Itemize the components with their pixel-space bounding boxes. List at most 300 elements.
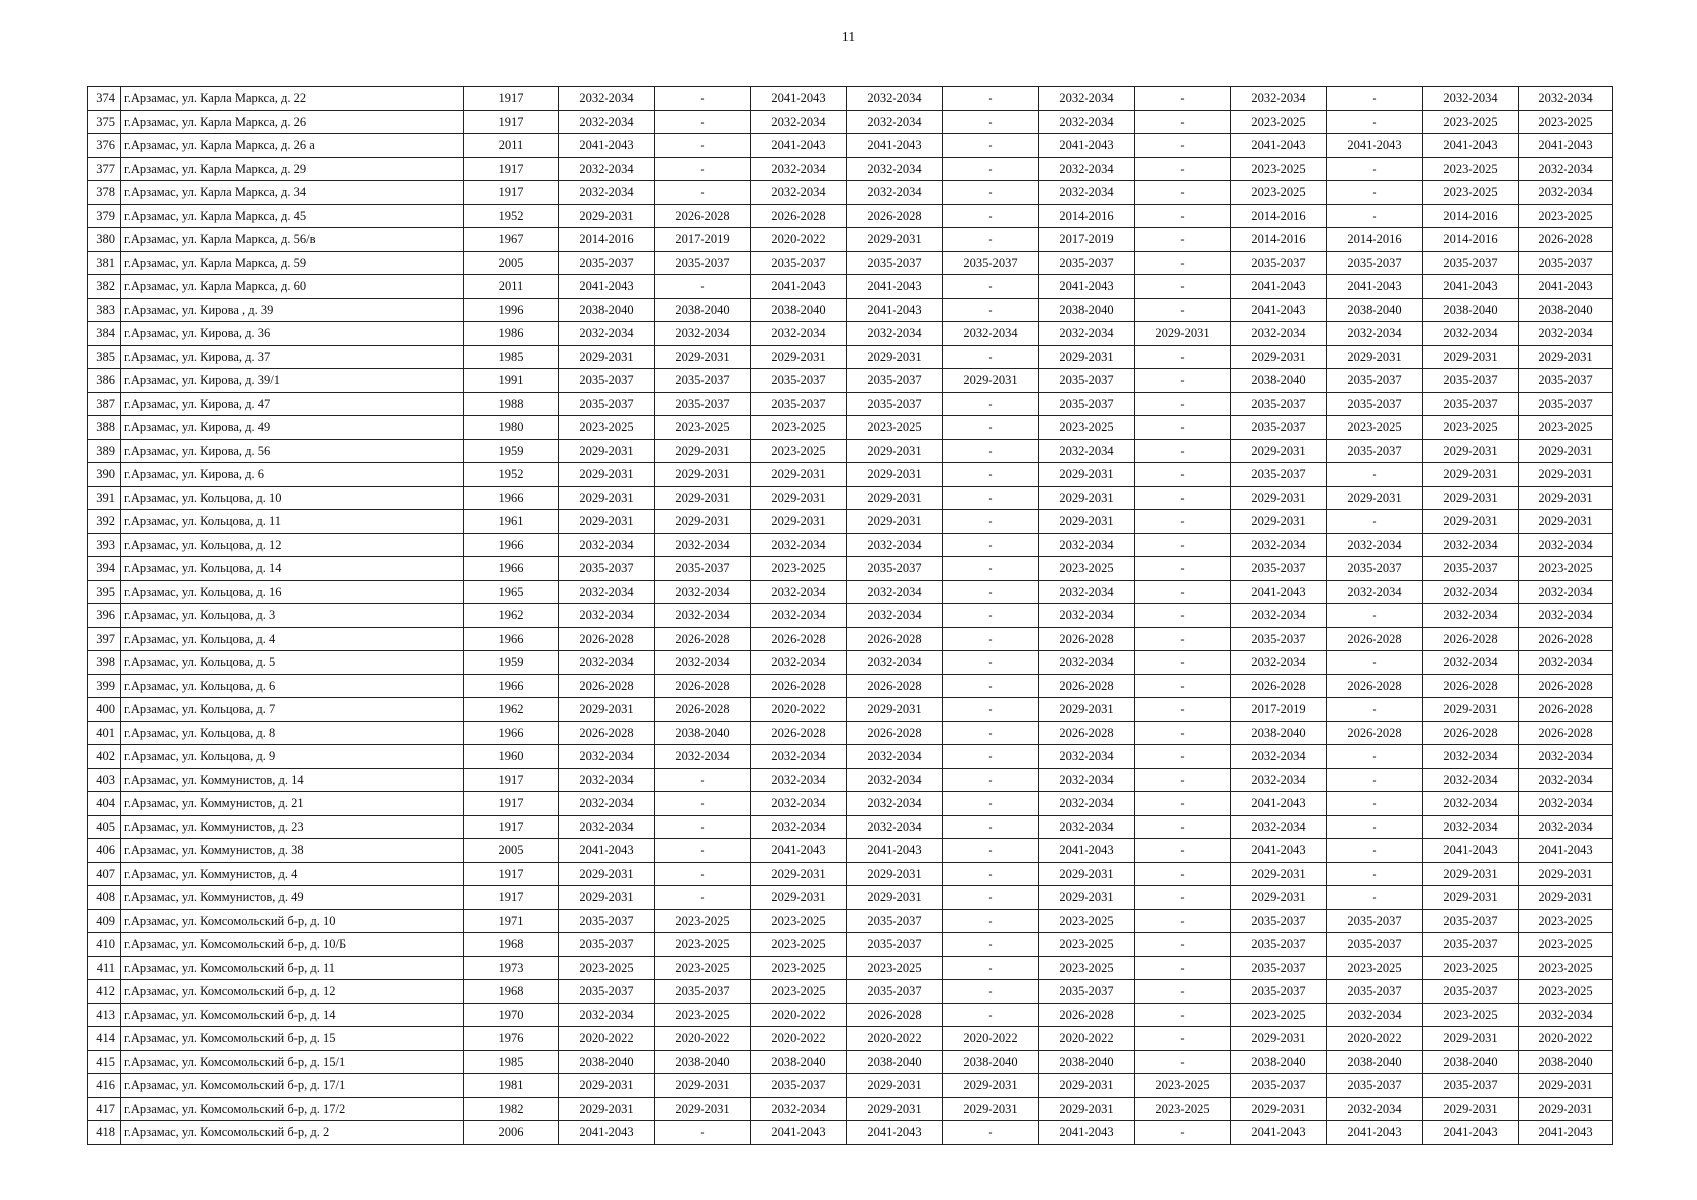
period-col-9-cell: 2032-2034 bbox=[1327, 533, 1423, 557]
period-col-9-cell: - bbox=[1327, 815, 1423, 839]
period-col-10-cell: 2029-2031 bbox=[1423, 1097, 1519, 1121]
period-col-8-cell: 2029-2031 bbox=[1231, 510, 1327, 534]
address-cell: г.Арзамас, ул. Коммунистов, д. 4 bbox=[121, 862, 464, 886]
period-col-8-cell: 2041-2043 bbox=[1231, 1121, 1327, 1145]
address-cell: г.Арзамас, ул. Карла Маркса, д. 26 а bbox=[121, 134, 464, 158]
period-col-10-cell: 2035-2037 bbox=[1423, 909, 1519, 933]
period-col-1-cell: 2023-2025 bbox=[559, 416, 655, 440]
row-number-cell: 383 bbox=[88, 298, 121, 322]
period-col-1-cell: 2032-2034 bbox=[559, 87, 655, 111]
table-row bbox=[88, 933, 1613, 957]
period-col-1-cell: 2032-2034 bbox=[559, 815, 655, 839]
period-col-4-cell: 2029-2031 bbox=[847, 1097, 943, 1121]
period-col-2-cell: 2020-2022 bbox=[655, 1027, 751, 1051]
year-built-cell: 1966 bbox=[464, 721, 559, 745]
year-built-cell: 1986 bbox=[464, 322, 559, 346]
period-col-11-cell: 2023-2025 bbox=[1519, 557, 1613, 581]
period-col-5-cell: - bbox=[943, 980, 1039, 1004]
row-number-cell: 408 bbox=[88, 886, 121, 910]
period-col-6-cell: 2029-2031 bbox=[1039, 486, 1135, 510]
period-col-10-cell: 2023-2025 bbox=[1423, 110, 1519, 134]
period-col-11-cell: 2023-2025 bbox=[1519, 956, 1613, 980]
period-col-2-cell: 2023-2025 bbox=[655, 416, 751, 440]
period-col-6-cell: 2029-2031 bbox=[1039, 886, 1135, 910]
period-col-4-cell: 2032-2034 bbox=[847, 604, 943, 628]
period-col-6-cell: 2041-2043 bbox=[1039, 134, 1135, 158]
period-col-8-cell: 2032-2034 bbox=[1231, 87, 1327, 111]
period-col-6-cell: 2029-2031 bbox=[1039, 862, 1135, 886]
year-built-cell: 2006 bbox=[464, 1121, 559, 1145]
period-col-7-cell: 2023-2025 bbox=[1135, 1097, 1231, 1121]
period-col-2-cell: 2032-2034 bbox=[655, 322, 751, 346]
period-col-10-cell: 2035-2037 bbox=[1423, 1074, 1519, 1098]
period-col-9-cell: - bbox=[1327, 110, 1423, 134]
row-number-cell: 400 bbox=[88, 698, 121, 722]
period-col-8-cell: 2041-2043 bbox=[1231, 134, 1327, 158]
row-number-cell: 398 bbox=[88, 651, 121, 675]
period-col-10-cell: 2038-2040 bbox=[1423, 298, 1519, 322]
period-col-10-cell: 2029-2031 bbox=[1423, 886, 1519, 910]
period-col-8-cell: 2035-2037 bbox=[1231, 956, 1327, 980]
period-col-9-cell: 2035-2037 bbox=[1327, 251, 1423, 275]
address-cell: г.Арзамас, ул. Кольцова, д. 3 bbox=[121, 604, 464, 628]
period-col-6-cell: 2029-2031 bbox=[1039, 698, 1135, 722]
table-row bbox=[88, 416, 1613, 440]
period-col-6-cell: 2032-2034 bbox=[1039, 110, 1135, 134]
period-col-1-cell: 2041-2043 bbox=[559, 1121, 655, 1145]
period-col-1-cell: 2035-2037 bbox=[559, 392, 655, 416]
period-col-11-cell: 2029-2031 bbox=[1519, 345, 1613, 369]
period-col-4-cell: 2032-2034 bbox=[847, 157, 943, 181]
year-built-cell: 1967 bbox=[464, 228, 559, 252]
period-col-9-cell: 2035-2037 bbox=[1327, 557, 1423, 581]
period-col-2-cell: 2023-2025 bbox=[655, 933, 751, 957]
period-col-7-cell: 2023-2025 bbox=[1135, 1074, 1231, 1098]
year-built-cell: 1960 bbox=[464, 745, 559, 769]
period-col-7-cell: - bbox=[1135, 533, 1231, 557]
period-col-11-cell: 2032-2034 bbox=[1519, 580, 1613, 604]
period-col-2-cell: 2032-2034 bbox=[655, 745, 751, 769]
year-built-cell: 1968 bbox=[464, 980, 559, 1004]
period-col-2-cell: 2026-2028 bbox=[655, 674, 751, 698]
period-col-4-cell: 2035-2037 bbox=[847, 251, 943, 275]
row-number-cell: 385 bbox=[88, 345, 121, 369]
table-row bbox=[88, 204, 1613, 228]
period-col-7-cell: - bbox=[1135, 862, 1231, 886]
period-col-4-cell: 2035-2037 bbox=[847, 392, 943, 416]
period-col-6-cell: 2026-2028 bbox=[1039, 674, 1135, 698]
address-cell: г.Арзамас, ул. Комсомольский б-р, д. 2 bbox=[121, 1121, 464, 1145]
period-col-11-cell: 2032-2034 bbox=[1519, 604, 1613, 628]
period-col-11-cell: 2038-2040 bbox=[1519, 298, 1613, 322]
period-col-4-cell: 2032-2034 bbox=[847, 651, 943, 675]
address-cell: г.Арзамас, ул. Карла Маркса, д. 56/в bbox=[121, 228, 464, 252]
period-col-7-cell: - bbox=[1135, 510, 1231, 534]
period-col-8-cell: 2032-2034 bbox=[1231, 745, 1327, 769]
period-col-2-cell: - bbox=[655, 886, 751, 910]
period-col-10-cell: 2029-2031 bbox=[1423, 862, 1519, 886]
period-col-2-cell: 2038-2040 bbox=[655, 298, 751, 322]
year-built-cell: 2005 bbox=[464, 251, 559, 275]
period-col-2-cell: 2029-2031 bbox=[655, 1097, 751, 1121]
period-col-8-cell: 2029-2031 bbox=[1231, 886, 1327, 910]
period-col-10-cell: 2029-2031 bbox=[1423, 345, 1519, 369]
year-built-cell: 1917 bbox=[464, 792, 559, 816]
period-col-6-cell: 2035-2037 bbox=[1039, 369, 1135, 393]
row-number-cell: 393 bbox=[88, 533, 121, 557]
period-col-5-cell: - bbox=[943, 909, 1039, 933]
address-cell: г.Арзамас, ул. Карла Маркса, д. 26 bbox=[121, 110, 464, 134]
period-col-2-cell: - bbox=[655, 768, 751, 792]
address-cell: г.Арзамас, ул. Карла Маркса, д. 60 bbox=[121, 275, 464, 299]
period-col-3-cell: 2035-2037 bbox=[751, 251, 847, 275]
period-col-10-cell: 2023-2025 bbox=[1423, 181, 1519, 205]
period-col-9-cell: 2035-2037 bbox=[1327, 1074, 1423, 1098]
period-col-10-cell: 2035-2037 bbox=[1423, 933, 1519, 957]
period-col-7-cell: - bbox=[1135, 486, 1231, 510]
period-col-2-cell: - bbox=[655, 1121, 751, 1145]
period-col-7-cell: - bbox=[1135, 768, 1231, 792]
period-col-5-cell: - bbox=[943, 1121, 1039, 1145]
year-built-cell: 1976 bbox=[464, 1027, 559, 1051]
period-col-9-cell: 2032-2034 bbox=[1327, 1003, 1423, 1027]
period-col-5-cell: - bbox=[943, 510, 1039, 534]
period-col-5-cell: - bbox=[943, 862, 1039, 886]
period-col-9-cell: 2038-2040 bbox=[1327, 1050, 1423, 1074]
period-col-3-cell: 2023-2025 bbox=[751, 416, 847, 440]
table-row bbox=[88, 486, 1613, 510]
table-row bbox=[88, 956, 1613, 980]
period-col-8-cell: 2035-2037 bbox=[1231, 251, 1327, 275]
address-cell: г.Арзамас, ул. Кирова , д. 39 bbox=[121, 298, 464, 322]
period-col-6-cell: 2032-2034 bbox=[1039, 157, 1135, 181]
period-col-7-cell: - bbox=[1135, 345, 1231, 369]
address-cell: г.Арзамас, ул. Коммунистов, д. 21 bbox=[121, 792, 464, 816]
table-row bbox=[88, 698, 1613, 722]
period-col-5-cell: - bbox=[943, 580, 1039, 604]
period-col-9-cell: 2026-2028 bbox=[1327, 627, 1423, 651]
address-cell: г.Арзамас, ул. Кольцова, д. 6 bbox=[121, 674, 464, 698]
period-col-2-cell: 2032-2034 bbox=[655, 533, 751, 557]
period-col-10-cell: 2026-2028 bbox=[1423, 627, 1519, 651]
address-cell: г.Арзамас, ул. Карла Маркса, д. 34 bbox=[121, 181, 464, 205]
period-col-2-cell: 2035-2037 bbox=[655, 251, 751, 275]
period-col-8-cell: 2035-2037 bbox=[1231, 416, 1327, 440]
period-col-6-cell: 2020-2022 bbox=[1039, 1027, 1135, 1051]
row-number-cell: 391 bbox=[88, 486, 121, 510]
period-col-9-cell: - bbox=[1327, 463, 1423, 487]
period-col-6-cell: 2035-2037 bbox=[1039, 980, 1135, 1004]
period-col-6-cell: 2041-2043 bbox=[1039, 839, 1135, 863]
table-row bbox=[88, 322, 1613, 346]
row-number-cell: 378 bbox=[88, 181, 121, 205]
year-built-cell: 1996 bbox=[464, 298, 559, 322]
period-col-10-cell: 2041-2043 bbox=[1423, 134, 1519, 158]
period-col-9-cell: - bbox=[1327, 886, 1423, 910]
period-col-10-cell: 2041-2043 bbox=[1423, 1121, 1519, 1145]
period-col-7-cell: - bbox=[1135, 557, 1231, 581]
period-col-7-cell: - bbox=[1135, 698, 1231, 722]
address-cell: г.Арзамас, ул. Комсомольский б-р, д. 11 bbox=[121, 956, 464, 980]
period-col-5-cell: - bbox=[943, 721, 1039, 745]
address-cell: г.Арзамас, ул. Коммунистов, д. 49 bbox=[121, 886, 464, 910]
address-cell: г.Арзамас, ул. Комсомольский б-р, д. 14 bbox=[121, 1003, 464, 1027]
period-col-2-cell: - bbox=[655, 815, 751, 839]
period-col-10-cell: 2032-2034 bbox=[1423, 792, 1519, 816]
period-col-1-cell: 2035-2037 bbox=[559, 980, 655, 1004]
period-col-1-cell: 2032-2034 bbox=[559, 745, 655, 769]
period-col-11-cell: 2032-2034 bbox=[1519, 157, 1613, 181]
period-col-3-cell: 2029-2031 bbox=[751, 886, 847, 910]
row-number-cell: 394 bbox=[88, 557, 121, 581]
address-cell: г.Арзамас, ул. Кирова, д. 47 bbox=[121, 392, 464, 416]
period-col-11-cell: 2041-2043 bbox=[1519, 275, 1613, 299]
table-row bbox=[88, 369, 1613, 393]
period-col-5-cell: 2029-2031 bbox=[943, 369, 1039, 393]
period-col-5-cell: - bbox=[943, 439, 1039, 463]
period-col-8-cell: 2032-2034 bbox=[1231, 768, 1327, 792]
row-number-cell: 390 bbox=[88, 463, 121, 487]
period-col-4-cell: 2029-2031 bbox=[847, 1074, 943, 1098]
period-col-7-cell: - bbox=[1135, 674, 1231, 698]
period-col-3-cell: 2026-2028 bbox=[751, 204, 847, 228]
period-col-4-cell: 2029-2031 bbox=[847, 463, 943, 487]
year-built-cell: 1959 bbox=[464, 651, 559, 675]
period-col-5-cell: - bbox=[943, 604, 1039, 628]
period-col-2-cell: 2029-2031 bbox=[655, 486, 751, 510]
table-row bbox=[88, 745, 1613, 769]
period-col-6-cell: 2023-2025 bbox=[1039, 557, 1135, 581]
address-cell: г.Арзамас, ул. Кольцова, д. 14 bbox=[121, 557, 464, 581]
period-col-3-cell: 2023-2025 bbox=[751, 933, 847, 957]
period-col-8-cell: 2041-2043 bbox=[1231, 275, 1327, 299]
period-col-7-cell: - bbox=[1135, 110, 1231, 134]
period-col-3-cell: 2032-2034 bbox=[751, 110, 847, 134]
period-col-11-cell: 2029-2031 bbox=[1519, 510, 1613, 534]
year-built-cell: 1917 bbox=[464, 157, 559, 181]
period-col-4-cell: 2035-2037 bbox=[847, 557, 943, 581]
period-col-11-cell: 2020-2022 bbox=[1519, 1027, 1613, 1051]
period-col-8-cell: 2041-2043 bbox=[1231, 792, 1327, 816]
period-col-11-cell: 2038-2040 bbox=[1519, 1050, 1613, 1074]
period-col-2-cell: 2023-2025 bbox=[655, 1003, 751, 1027]
period-col-11-cell: 2026-2028 bbox=[1519, 721, 1613, 745]
period-col-11-cell: 2032-2034 bbox=[1519, 181, 1613, 205]
period-col-3-cell: 2032-2034 bbox=[751, 604, 847, 628]
address-cell: г.Арзамас, ул. Карла Маркса, д. 45 bbox=[121, 204, 464, 228]
period-col-11-cell: 2041-2043 bbox=[1519, 134, 1613, 158]
period-col-10-cell: 2014-2016 bbox=[1423, 228, 1519, 252]
period-col-2-cell: - bbox=[655, 110, 751, 134]
period-col-1-cell: 2041-2043 bbox=[559, 275, 655, 299]
period-col-5-cell: - bbox=[943, 792, 1039, 816]
period-col-11-cell: 2026-2028 bbox=[1519, 698, 1613, 722]
period-col-4-cell: 2032-2034 bbox=[847, 87, 943, 111]
table-row bbox=[88, 792, 1613, 816]
period-col-1-cell: 2029-2031 bbox=[559, 486, 655, 510]
period-col-8-cell: 2035-2037 bbox=[1231, 557, 1327, 581]
table-row bbox=[88, 580, 1613, 604]
table-row bbox=[88, 557, 1613, 581]
period-col-6-cell: 2032-2034 bbox=[1039, 181, 1135, 205]
row-number-cell: 379 bbox=[88, 204, 121, 228]
period-col-9-cell: 2020-2022 bbox=[1327, 1027, 1423, 1051]
table-row bbox=[88, 275, 1613, 299]
period-col-3-cell: 2029-2031 bbox=[751, 463, 847, 487]
page-number: 11 bbox=[841, 30, 856, 45]
period-col-1-cell: 2032-2034 bbox=[559, 651, 655, 675]
row-number-cell: 403 bbox=[88, 768, 121, 792]
period-col-10-cell: 2041-2043 bbox=[1423, 839, 1519, 863]
address-cell: г.Арзамас, ул. Кирова, д. 39/1 bbox=[121, 369, 464, 393]
period-col-1-cell: 2035-2037 bbox=[559, 933, 655, 957]
period-col-6-cell: 2038-2040 bbox=[1039, 1050, 1135, 1074]
period-col-3-cell: 2026-2028 bbox=[751, 627, 847, 651]
period-col-4-cell: 2032-2034 bbox=[847, 181, 943, 205]
period-col-9-cell: 2032-2034 bbox=[1327, 1097, 1423, 1121]
period-col-7-cell: - bbox=[1135, 416, 1231, 440]
period-col-8-cell: 2041-2043 bbox=[1231, 580, 1327, 604]
period-col-2-cell: 2032-2034 bbox=[655, 651, 751, 675]
period-col-1-cell: 2029-2031 bbox=[559, 439, 655, 463]
table-row bbox=[88, 627, 1613, 651]
period-col-7-cell: - bbox=[1135, 839, 1231, 863]
row-number-cell: 415 bbox=[88, 1050, 121, 1074]
period-col-5-cell: - bbox=[943, 698, 1039, 722]
period-col-9-cell: - bbox=[1327, 698, 1423, 722]
period-col-11-cell: 2029-2031 bbox=[1519, 1097, 1613, 1121]
period-col-6-cell: 2026-2028 bbox=[1039, 1003, 1135, 1027]
period-col-5-cell: 2029-2031 bbox=[943, 1074, 1039, 1098]
period-col-3-cell: 2023-2025 bbox=[751, 439, 847, 463]
period-col-10-cell: 2029-2031 bbox=[1423, 1027, 1519, 1051]
period-col-11-cell: 2032-2034 bbox=[1519, 1003, 1613, 1027]
period-col-1-cell: 2032-2034 bbox=[559, 181, 655, 205]
period-col-10-cell: 2029-2031 bbox=[1423, 486, 1519, 510]
period-col-1-cell: 2035-2037 bbox=[559, 251, 655, 275]
period-col-5-cell: - bbox=[943, 886, 1039, 910]
period-col-2-cell: - bbox=[655, 862, 751, 886]
period-col-10-cell: 2032-2034 bbox=[1423, 651, 1519, 675]
period-col-11-cell: 2041-2043 bbox=[1519, 1121, 1613, 1145]
period-col-10-cell: 2032-2034 bbox=[1423, 322, 1519, 346]
period-col-9-cell: 2035-2037 bbox=[1327, 933, 1423, 957]
table-row bbox=[88, 768, 1613, 792]
table-row bbox=[88, 110, 1613, 134]
period-col-7-cell: - bbox=[1135, 745, 1231, 769]
period-col-4-cell: 2035-2037 bbox=[847, 909, 943, 933]
year-built-cell: 1966 bbox=[464, 627, 559, 651]
table-row bbox=[88, 533, 1613, 557]
address-cell: г.Арзамас, ул. Комсомольский б-р, д. 15/1 bbox=[121, 1050, 464, 1074]
period-col-10-cell: 2023-2025 bbox=[1423, 416, 1519, 440]
period-col-9-cell: 2038-2040 bbox=[1327, 298, 1423, 322]
period-col-8-cell: 2014-2016 bbox=[1231, 228, 1327, 252]
period-col-11-cell: 2035-2037 bbox=[1519, 251, 1613, 275]
table-row bbox=[88, 392, 1613, 416]
row-number-cell: 407 bbox=[88, 862, 121, 886]
period-col-7-cell: - bbox=[1135, 627, 1231, 651]
period-col-9-cell: 2035-2037 bbox=[1327, 369, 1423, 393]
address-cell: г.Арзамас, ул. Коммунистов, д. 23 bbox=[121, 815, 464, 839]
year-built-cell: 1985 bbox=[464, 345, 559, 369]
period-col-7-cell: - bbox=[1135, 1027, 1231, 1051]
period-col-11-cell: 2029-2031 bbox=[1519, 862, 1613, 886]
table-row bbox=[88, 604, 1613, 628]
period-col-3-cell: 2041-2043 bbox=[751, 839, 847, 863]
period-col-4-cell: 2029-2031 bbox=[847, 228, 943, 252]
period-col-9-cell: 2029-2031 bbox=[1327, 486, 1423, 510]
period-col-6-cell: 2038-2040 bbox=[1039, 298, 1135, 322]
period-col-8-cell: 2029-2031 bbox=[1231, 439, 1327, 463]
period-col-8-cell: 2014-2016 bbox=[1231, 204, 1327, 228]
period-col-4-cell: 2029-2031 bbox=[847, 439, 943, 463]
period-col-8-cell: 2035-2037 bbox=[1231, 392, 1327, 416]
period-col-10-cell: 2014-2016 bbox=[1423, 204, 1519, 228]
row-number-cell: 374 bbox=[88, 87, 121, 111]
period-col-5-cell: - bbox=[943, 651, 1039, 675]
period-col-9-cell: - bbox=[1327, 839, 1423, 863]
year-built-cell: 2005 bbox=[464, 839, 559, 863]
period-col-6-cell: 2032-2034 bbox=[1039, 815, 1135, 839]
period-col-7-cell: - bbox=[1135, 157, 1231, 181]
year-built-cell: 1961 bbox=[464, 510, 559, 534]
period-col-8-cell: 2029-2031 bbox=[1231, 862, 1327, 886]
period-col-5-cell: 2029-2031 bbox=[943, 1097, 1039, 1121]
period-col-5-cell: - bbox=[943, 745, 1039, 769]
period-col-3-cell: 2038-2040 bbox=[751, 1050, 847, 1074]
period-col-11-cell: 2023-2025 bbox=[1519, 416, 1613, 440]
period-col-1-cell: 2029-2031 bbox=[559, 1074, 655, 1098]
period-col-8-cell: 2032-2034 bbox=[1231, 604, 1327, 628]
year-built-cell: 1966 bbox=[464, 674, 559, 698]
period-col-8-cell: 2017-2019 bbox=[1231, 698, 1327, 722]
period-col-9-cell: - bbox=[1327, 510, 1423, 534]
period-col-11-cell: 2029-2031 bbox=[1519, 439, 1613, 463]
period-col-2-cell: 2029-2031 bbox=[655, 463, 751, 487]
table-row bbox=[88, 909, 1613, 933]
period-col-5-cell: - bbox=[943, 933, 1039, 957]
period-col-9-cell: 2035-2037 bbox=[1327, 909, 1423, 933]
row-number-cell: 409 bbox=[88, 909, 121, 933]
period-col-4-cell: 2026-2028 bbox=[847, 627, 943, 651]
address-cell: г.Арзамас, ул. Кольцова, д. 10 bbox=[121, 486, 464, 510]
row-number-cell: 375 bbox=[88, 110, 121, 134]
period-col-8-cell: 2023-2025 bbox=[1231, 1003, 1327, 1027]
row-number-cell: 402 bbox=[88, 745, 121, 769]
period-col-6-cell: 2032-2034 bbox=[1039, 322, 1135, 346]
row-number-cell: 414 bbox=[88, 1027, 121, 1051]
period-col-9-cell: 2026-2028 bbox=[1327, 721, 1423, 745]
period-col-7-cell: - bbox=[1135, 909, 1231, 933]
period-col-4-cell: 2026-2028 bbox=[847, 204, 943, 228]
row-number-cell: 396 bbox=[88, 604, 121, 628]
period-col-1-cell: 2014-2016 bbox=[559, 228, 655, 252]
period-col-9-cell: - bbox=[1327, 604, 1423, 628]
period-col-3-cell: 2029-2031 bbox=[751, 345, 847, 369]
period-col-2-cell: 2035-2037 bbox=[655, 392, 751, 416]
year-built-cell: 1991 bbox=[464, 369, 559, 393]
period-col-3-cell: 2026-2028 bbox=[751, 674, 847, 698]
period-col-3-cell: 2023-2025 bbox=[751, 909, 847, 933]
period-col-5-cell: - bbox=[943, 416, 1039, 440]
period-col-7-cell: - bbox=[1135, 1121, 1231, 1145]
period-col-4-cell: 2032-2034 bbox=[847, 580, 943, 604]
period-col-10-cell: 2026-2028 bbox=[1423, 721, 1519, 745]
period-col-10-cell: 2035-2037 bbox=[1423, 392, 1519, 416]
period-col-4-cell: 2029-2031 bbox=[847, 862, 943, 886]
period-col-4-cell: 2041-2043 bbox=[847, 839, 943, 863]
